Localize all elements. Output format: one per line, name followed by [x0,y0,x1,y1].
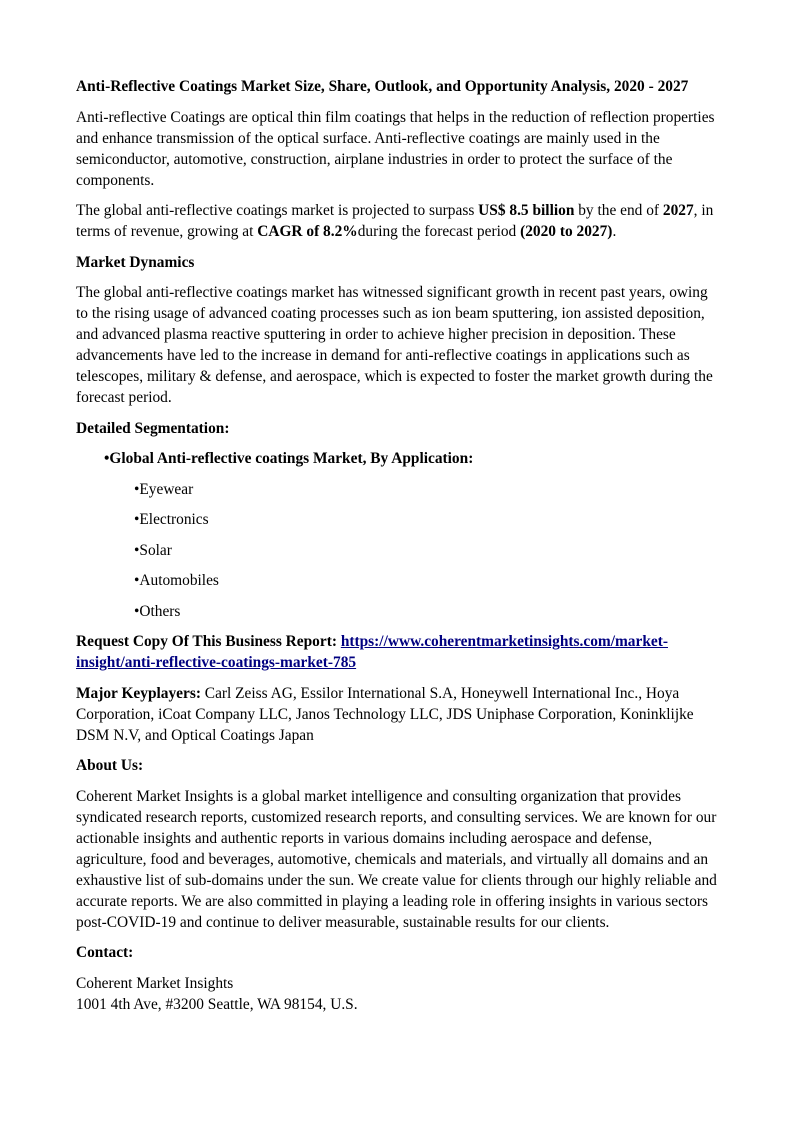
forecast-year: 2027 [662,202,694,219]
forecast-text-3: , in terms of revenue, growing at [76,202,714,240]
market-dynamics-heading: Market Dynamics [76,253,195,271]
list-item: •Electronics [134,511,209,528]
segmentation-heading: Detailed Segmentation: [76,419,230,437]
forecast-period: (2020 to 2027) [520,223,613,240]
keyplayers-label: Major Keyplayers: [76,684,201,702]
request-copy-label: Request Copy Of This Business Report: [76,633,341,650]
forecast-text-1: The global anti-reflective coatings market is projected to surpass [76,202,479,219]
segmentation-group-label: •Global Anti-reflective coatings Market, By Application: [104,450,474,467]
forecast-cagr: CAGR of 8.2% [257,223,358,240]
forecast-text-2: by the end of [574,202,663,219]
list-item: •Automobiles [134,572,219,589]
list-item: •Others [134,602,181,620]
market-dynamics-paragraph: The global anti-reflective coatings market has witnessed significant growth in recent past years, owing to the rising usage of advanced coating processes such as ion beam sputtering, ion assisted deposition, and advanced plasma reactive sputtering in order to achieve higher precision in deposition. These advancements have led to the increase in demand for anti-reflective coatings in applications such as telescopes, military & defense, and aerospace, which is expected to foster the market growth during the forecast period. [76,284,713,406]
about-paragraph: Coherent Market Insights is a global market intelligence and consulting organization that provides syndicated research reports, customized research reports, and consulting services. We are known for our actionable insights and authentic reports in various domains including aerospace and defense, agriculture, food and beverages, automotive, chemicals and materials, and virtually all domains and an exhaustive list of sub-domains under the sun. We create value for clients through our highly reliable and accurate reports. We are also committed in playing a leading role in offering insights in various sectors post-COVID-19 and continue to deliver measurable, sustainable results for our clients. [76,787,717,931]
contact-company: Coherent Market Insights [76,974,234,992]
keyplayers-list: Carl Zeiss AG, Essilor International S.A, Honeywell International Inc., Hoya Corporation, iCoat Company LLC, Janos Technology LLC, JDS Uniphase Corporation, Koninklijke DSM N.V, and Optical Coatings Japan [76,684,694,744]
forecast-market-value: US$ 8.5 billion [478,202,575,219]
report-link[interactable]: https://www.coherentmarketinsights.com/market-insight/anti-reflective-coatings-market-785 [76,633,668,671]
request-copy-paragraph [76,631,718,673]
document-title: Anti-Reflective Coatings Market Size, Share, Outlook, and Opportunity Analysis, 2020 - 2027 [76,78,689,95]
forecast-text-4: during the forecast period [357,223,521,240]
about-heading: About Us: [76,757,144,774]
forecast-paragraph [76,200,718,242]
contact-heading: Contact: [76,944,134,961]
contact-block [76,973,718,1015]
contact-address: 1001 4th Ave, #3200 Seattle, WA 98154, U.S. [76,995,358,1013]
forecast-text-5: . [612,223,617,240]
intro-paragraph: Anti-reflective Coatings are optical thin film coatings that helps in the reduction of reflection properties and enhance transmission of the optical surface. Anti-reflective coatings are mainly used in the semiconductor, automotive, construction, airplane industries in order to protect the surface of the components. [76,108,715,189]
list-item: •Eyewear [134,480,194,498]
list-item: •Solar [134,541,172,559]
keyplayers-paragraph [76,683,718,746]
